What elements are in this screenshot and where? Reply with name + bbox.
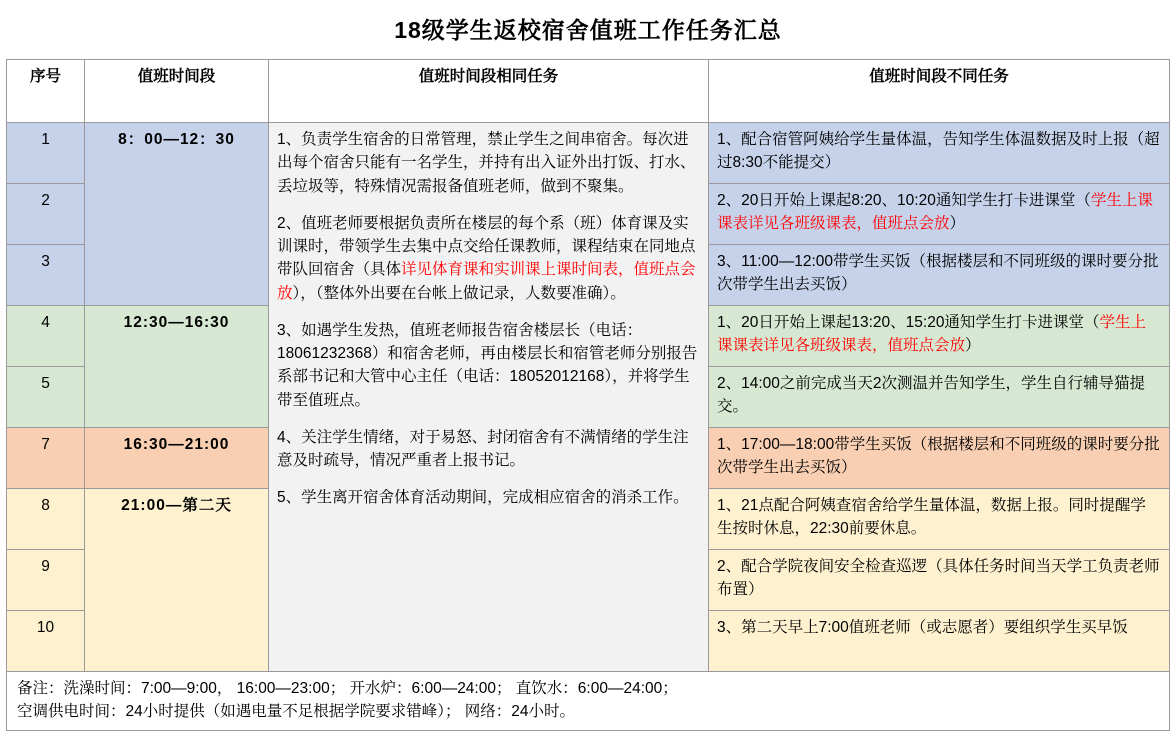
duty-time-cell: 8：00—12：30 <box>85 123 269 306</box>
row-number-cell: 9 <box>7 550 85 611</box>
specific-task-item: 3、第二天早上7:00值班老师（或志愿者）要组织学生买早饭 <box>717 619 1128 636</box>
row-number-cell: 8 <box>7 489 85 550</box>
highlight-text: 学生上课课表详见各班级课表，值班点会放 <box>717 192 1153 233</box>
table-row <box>7 123 1170 184</box>
common-task-item: 5、学生离开宿舍体育活动期间，完成相应宿舍的消杀工作。 <box>277 489 689 507</box>
specific-task-cell <box>709 428 1170 489</box>
specific-task-cell <box>709 550 1170 611</box>
specific-task-item: 1、21点配合阿姨查宿舍给学生量体温，数据上报。同时提醒学生按时休息，22:30前要休息。 <box>717 497 1146 538</box>
footer-line-1: 备注：洗澡时间：7:00—9:00， 16:00—23:00； 开水炉：6:00—24:00； 直饮水：6:00—24:00； <box>17 680 678 697</box>
specific-task-item: 3、11:00—12:00带学生买饭（根据楼层和不同班级的课时要分批次带学生出去买饭） <box>717 253 1159 294</box>
row-number-cell: 4 <box>7 306 85 367</box>
column-header-same-tasks: 值班时间段相同任务 <box>269 60 709 123</box>
common-tasks-cell <box>269 123 709 672</box>
table-header <box>7 60 1170 123</box>
column-header-diff-tasks: 值班时间段不同任务 <box>709 60 1170 123</box>
row-number-cell: 10 <box>7 611 85 672</box>
footer-notes <box>6 672 1170 731</box>
specific-task-cell <box>709 367 1170 428</box>
common-task-item: 4、关注学生情绪，对于易怒、封闭宿舍有不满情绪的学生注意及时疏导，情况严重者上报书记。 <box>277 428 689 469</box>
specific-task-cell <box>709 306 1170 367</box>
table-body <box>7 123 1170 672</box>
row-number-cell: 7 <box>7 428 85 489</box>
duty-time-cell: 21:00—第二天 <box>85 489 269 672</box>
column-header-time: 值班时间段 <box>85 60 269 123</box>
page-title: 18级学生返校宿舍值班工作任务汇总 <box>394 17 782 43</box>
specific-task-cell <box>709 245 1170 306</box>
duty-time-cell: 16:30—21:00 <box>85 428 269 489</box>
duty-schedule-table <box>6 59 1170 672</box>
row-number-cell: 3 <box>7 245 85 306</box>
common-task-item: 3、如遇学生发热，值班老师报告宿舍楼层长（电话：18061232368）和宿舍老师，再由楼层长和宿管老师分别报告系部书记和大管中心主任（电话：18052012168），并将学生带至值班点。 <box>277 321 698 409</box>
common-task-item: 1、负责学生宿舍的日常管理，禁止学生之间串宿舍。每次进出每个宿舍只能有一名学生，并持有出入证外出打饭、打水、丢垃圾等，特殊情况需报备值班老师，做到不聚集。 <box>277 131 696 195</box>
specific-task-item: 1、20日开始上课起13:20、15:20通知学生打卡进课堂（学生上课课表详见各班级课表，值班点会放） <box>717 314 1146 355</box>
duty-time-cell: 12:30—16:30 <box>85 306 269 428</box>
specific-task-item: 2、配合学院夜间安全检查巡逻（具体任务时间当天学工负责老师布置） <box>717 558 1160 599</box>
column-header-no: 序号 <box>7 60 85 123</box>
specific-task-cell <box>709 611 1170 672</box>
specific-task-item: 2、20日开始上课起8:20、10:20通知学生打卡进课堂（学生上课课表详见各班级课表，值班点会放） <box>717 192 1153 233</box>
specific-task-cell <box>709 184 1170 245</box>
specific-task-item: 1、配合宿管阿姨给学生量体温，告知学生体温数据及时上报（超过8:30不能提交） <box>717 131 1160 172</box>
row-number-cell: 2 <box>7 184 85 245</box>
footer-line-2: 空调供电时间：24小时提供（如遇电量不足根据学院要求错峰）； 网络：24小时。 <box>17 703 576 721</box>
row-number-cell: 5 <box>7 367 85 428</box>
common-task-item: 2、值班老师要根据负责所在楼层的每个系（班）体育课及实训课时，带领学生去集中点交给任课教师，课程结束在同地点带队回宿舍（具体详见体育课和实训课上课时间表，值班点会放），（整体外出要在台帐上做记录，人数要准确）。 <box>277 214 696 302</box>
highlight-text: 详见体育课和实训课上课时间表，值班点会放 <box>277 261 696 302</box>
specific-task-item: 2、14:00之前完成当天2次测温并告知学生，学生自行辅导猫提交。 <box>717 375 1146 416</box>
specific-task-item: 1、17:00—18:00带学生买饭（根据楼层和不同班级的课时要分批次带学生出去买饭） <box>717 436 1160 477</box>
specific-task-cell <box>709 489 1170 550</box>
specific-task-cell <box>709 123 1170 184</box>
row-number-cell: 1 <box>7 123 85 184</box>
highlight-text: 学生上课课表详见各班级课表，值班点会放 <box>717 314 1146 355</box>
